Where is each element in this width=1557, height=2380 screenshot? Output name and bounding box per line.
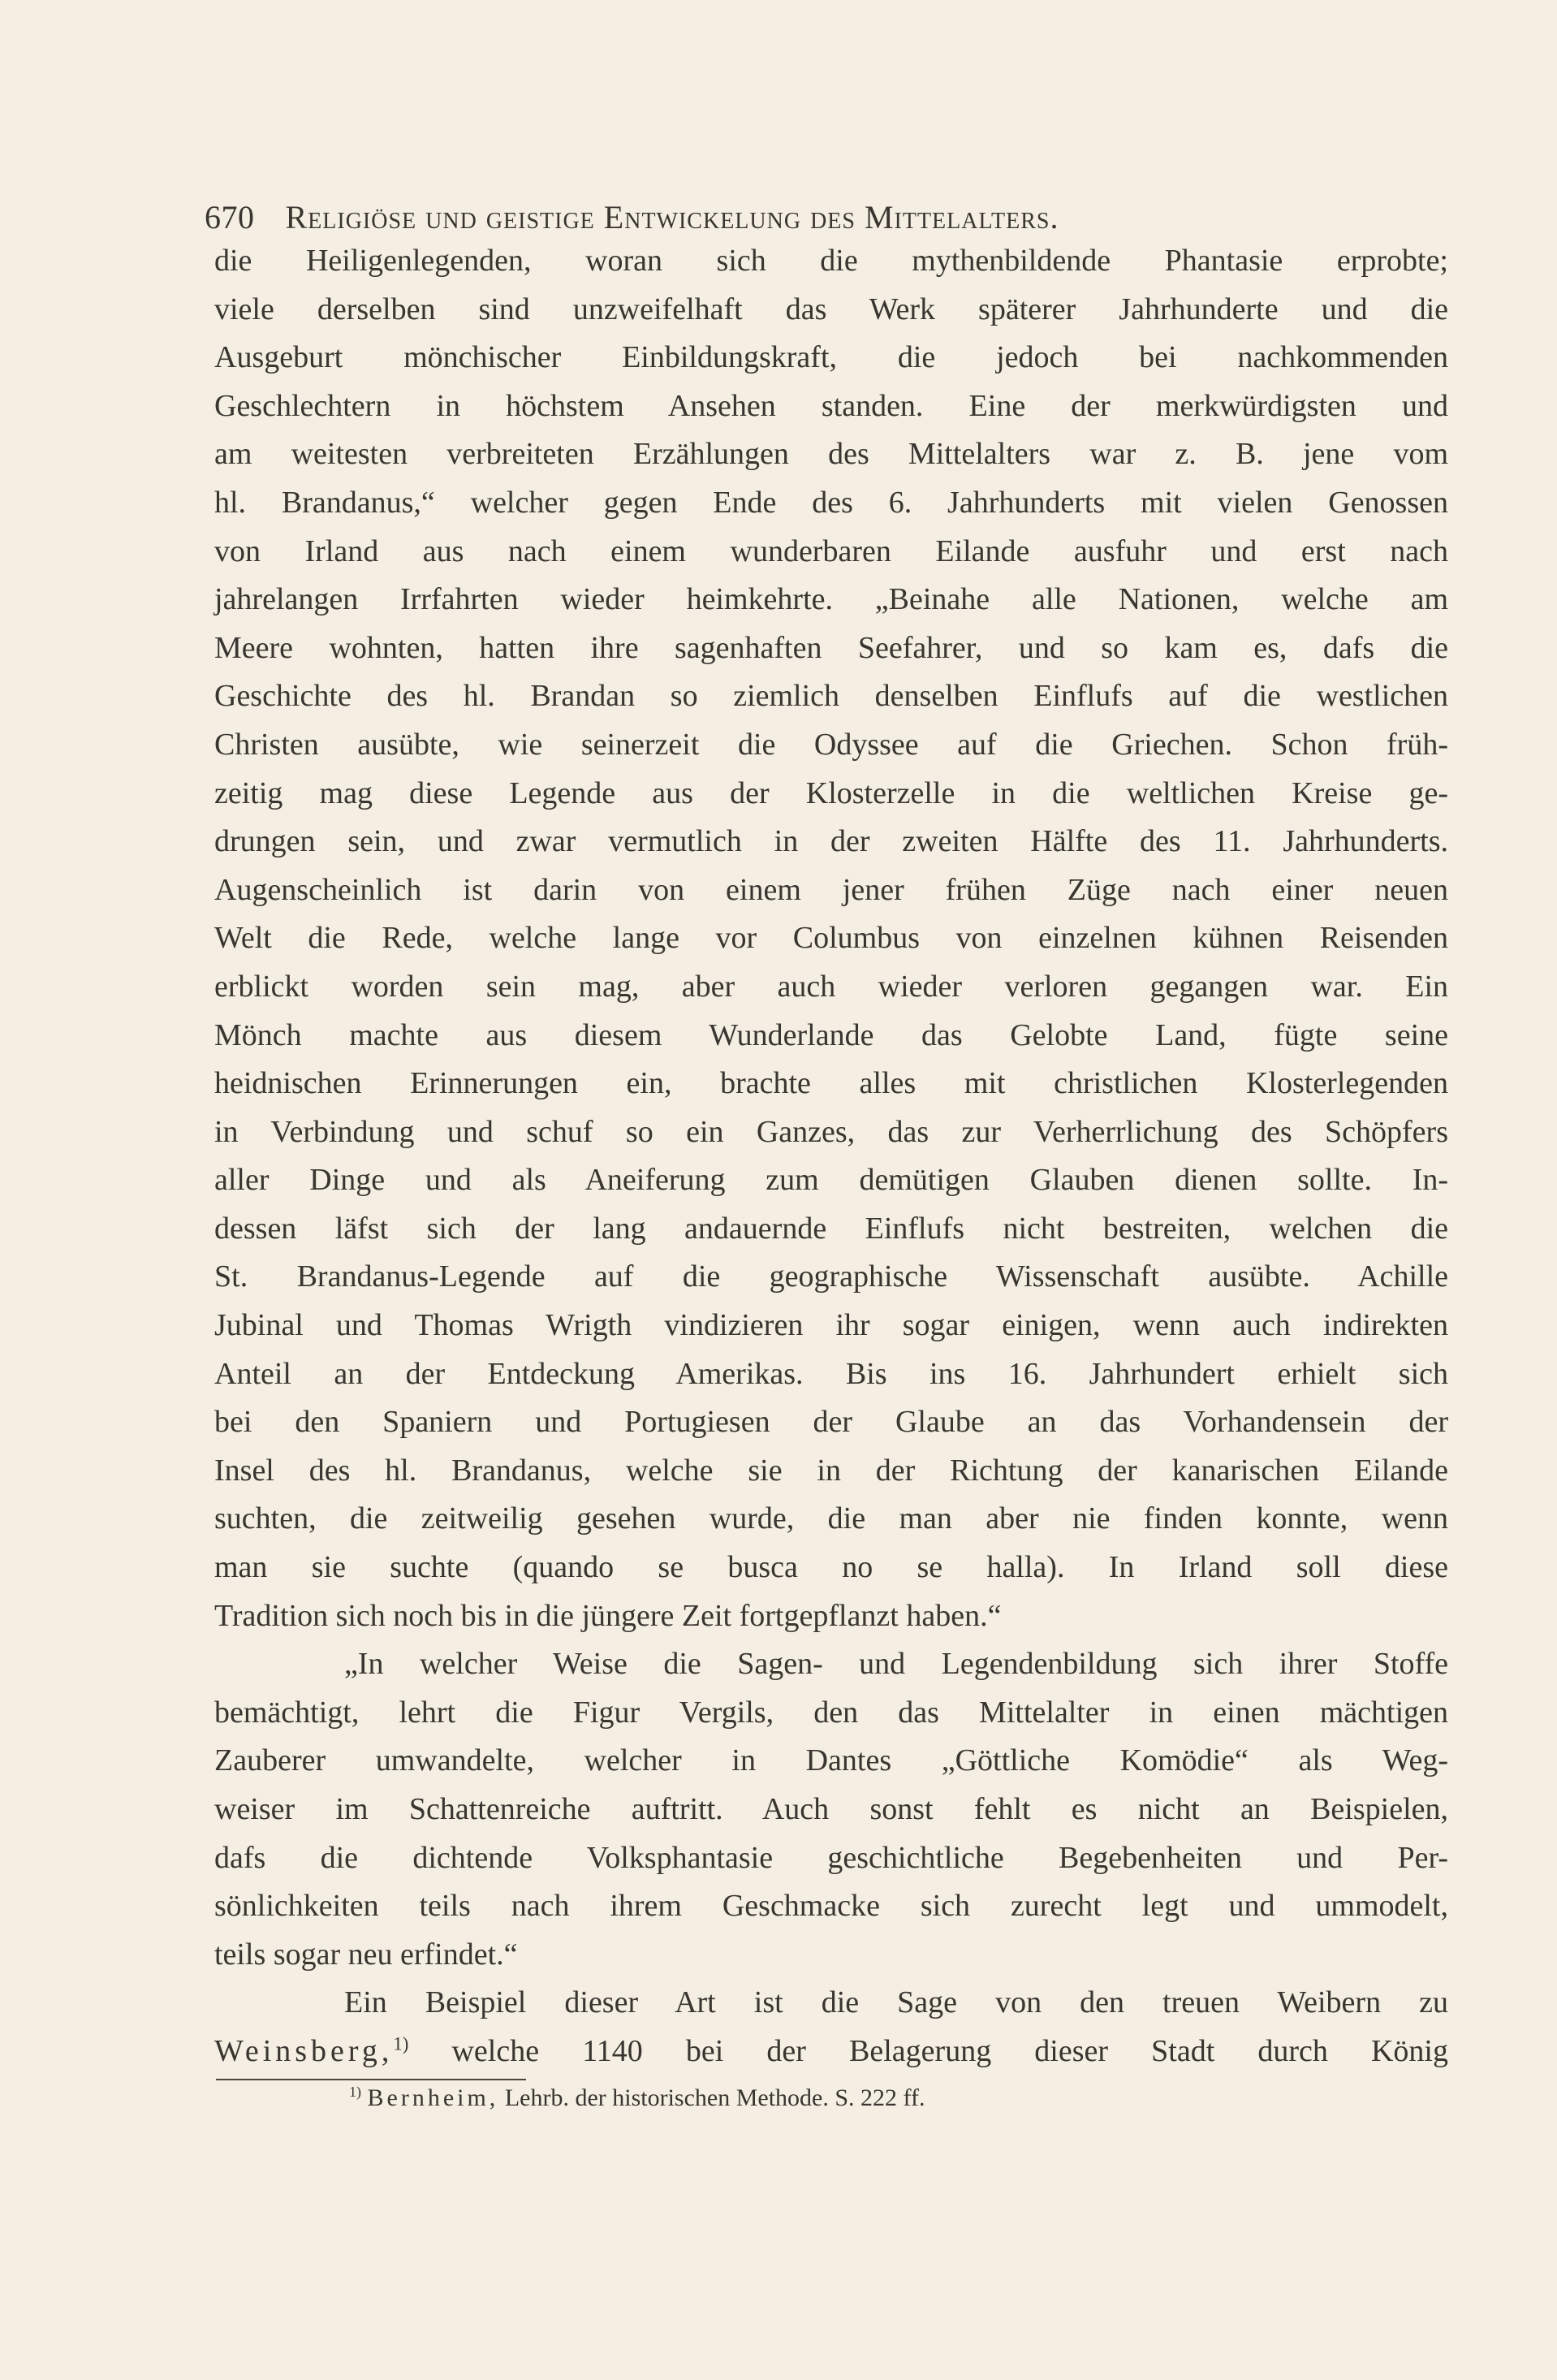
text-line: Welt die Rede, welche lange vor Columbus von einzelnen kühnen Reisenden [214,921,1448,956]
text-line: Jubinal und Thomas Wrigth vindizieren ihr sogar einigen, wenn auch indirekten [214,1308,1448,1343]
text-line: suchten, die zeitweilig gesehen wurde, die man aber nie finden konnte, wenn [214,1501,1448,1536]
text-line: Christen ausübte, wie seinerzeit die Odyssee auf die Griechen. Schon früh- [214,727,1448,762]
footnote-text: Lehrb. der historischen Methode. S. 222 ff. [504,2084,925,2111]
text-line: in Verbindung und schuf so ein Ganzes, das zur Verherrlichung des Schöpfers [214,1114,1448,1149]
body-text [214,237,1448,2076]
footnote-author: Bernheim, [367,2084,499,2111]
text-line: heidnischen Erinnerungen ein, brachte alles mit christlichen Klosterlegenden [214,1066,1448,1101]
text-line: bemächtigt, lehrt die Figur Vergils, den das Mittelalter in einen mächtigen [214,1695,1448,1730]
text-line: von Irland aus nach einem wunderbaren Eilande ausfuhr und erst nach [214,533,1448,568]
text-line: erblickt worden sein mag, aber auch wieder verloren gegangen war. Ein [214,969,1448,1004]
text-line: Ausgeburt mönchischer Einbildungskraft, die jedoch bei nachkommenden [214,340,1448,375]
text-line: Augenscheinlich ist darin von einem jener frühen Züge nach einer neuen [214,872,1448,907]
chapter-title: Religiöse und geistige Entwickelung des Mittelalters. [285,199,1059,235]
text-line: Tradition sich noch bis in die jüngere Zeit fortgepflanzt haben.“ [214,1598,1002,1633]
text-line: Geschlechtern in höchstem Ansehen standen. Eine der merkwürdigsten und [214,388,1448,423]
footnote-divider [216,2079,526,2080]
text-line: Ein Beispiel dieser Art ist die Sage von den treuen Weibern zu [344,1985,1448,2020]
text-line: Insel des hl. Brandanus, welche sie in der Richtung der kanarischen Eilande [214,1453,1448,1488]
text-line: dessen läfst sich der lang andauernde Einflufs nicht bestreiten, welchen die [214,1211,1448,1246]
text-line: Geschichte des hl. Brandan so ziemlich denselben Einflufs auf die westlichen [214,679,1448,714]
line-continuation: welche 1140 bei der Belagerung dieser Stadt durch König [451,2033,1448,2068]
text-line: hl. Brandanus,“ welcher gegen Ende des 6. Jahrhunderts mit vielen Genossen [214,485,1448,520]
text-line: St. Brandanus-Legende auf die geographische Wissenschaft ausübte. Achille [214,1259,1448,1294]
text-line: man sie suchte (quando se busca no se halla). In Irland soll diese [214,1550,1448,1585]
text-line: Mönch machte aus diesem Wunderlande das Gelobte Land, fügte seine [214,1017,1448,1052]
text-line: aller Dinge und als Aneiferung zum demütigen Glauben dienen sollte. In- [214,1163,1448,1198]
text-line: Anteil an der Entdeckung Amerikas. Bis ins 16. Jahrhundert erhielt sich [214,1356,1448,1391]
text-line: weiser im Schattenreiche auftritt. Auch sonst fehlt es nicht an Beispielen, [214,1792,1448,1826]
page-number: 670 [205,199,255,235]
footnote [349,2082,925,2114]
text-line: zeitig mag diese Legende aus der Klosterzelle in die weltlichen Kreise ge- [214,775,1448,810]
text-line: sönlichkeiten teils nach ihrem Geschmacke sich zurecht legt und ummodelt, [214,1889,1448,1924]
text-line-with-footnote-ref [214,2028,1448,2076]
text-line: dafs die dichtende Volksphantasie geschichtliche Begebenheiten und Per- [214,1840,1448,1875]
spaced-name-weinsberg: Weinsberg, [214,2033,394,2068]
text-line: bei den Spaniern und Portugiesen der Glaube an das Vorhandensein der [214,1405,1448,1440]
text-line: jahrelangen Irrfahrten wieder heimkehrte. „Beinahe alle Nationen, welche am [214,582,1448,617]
text-line: Meere wohnten, hatten ihre sagenhaften Seefahrer, und so kam es, dafs die [214,630,1448,665]
text-line: teils sogar neu erfindet.“ [214,1937,518,1972]
text-line: „In welcher Weise die Sagen- und Legendenbildung sich ihrer Stoffe [344,1647,1448,1682]
text-line: am weitesten verbreiteten Erzählungen des Mittelalters war z. B. jene vom [214,437,1448,472]
footnote-number: 1) [349,2084,361,2100]
running-head [205,198,1357,237]
text-line: die Heiligenlegenden, woran sich die mythenbildende Phantasie erprobte; [214,244,1448,278]
text-line: Zauberer umwandelte, welcher in Dantes „Göttliche Komödie“ als Weg- [214,1743,1448,1778]
text-line: viele derselben sind unzweifelhaft das Werk späterer Jahrhunderte und die [214,292,1448,326]
text-line: drungen sein, und zwar vermutlich in der zweiten Hälfte des 11. Jahrhunderts. [214,824,1448,859]
footnote-marker[interactable]: 1) [393,2033,409,2054]
